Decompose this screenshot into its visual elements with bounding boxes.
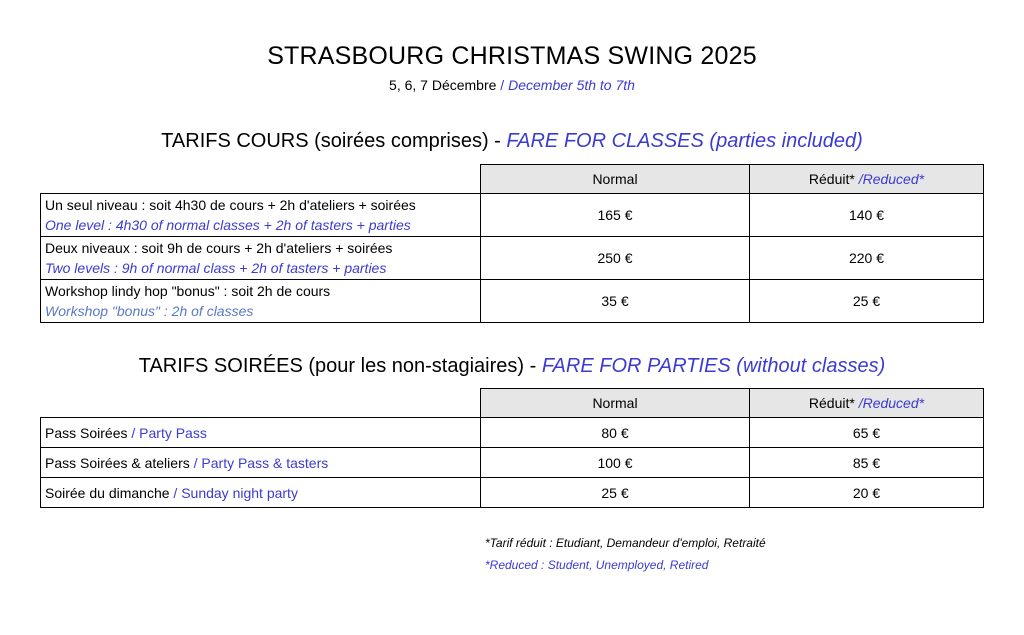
price-reduced: 25 € xyxy=(750,280,984,323)
empty-corner-cell xyxy=(41,389,481,418)
row-label xyxy=(41,237,481,280)
row-label-en: / Party Pass & tasters xyxy=(193,454,329,471)
row-label xyxy=(41,280,481,323)
row-label-en: / Sunday night party xyxy=(173,484,298,501)
row-label-fr: Pass Soirées xyxy=(45,424,132,441)
price-reduced: 85 € xyxy=(750,448,984,478)
price-reduced: 140 € xyxy=(750,194,984,237)
classes-title-en: FARE FOR CLASSES (parties included) xyxy=(506,130,863,152)
row-label xyxy=(41,418,481,448)
col-header-reduced-en: /Reduced* xyxy=(858,171,925,187)
parties-title-fr: TARIFS SOIRÉES (pour les non-stagiaires) - xyxy=(138,355,542,377)
classes-section-title xyxy=(0,130,1024,153)
table-row xyxy=(41,418,984,448)
table-header-row xyxy=(41,389,984,418)
price-reduced: 20 € xyxy=(750,478,984,508)
table-row xyxy=(41,448,984,478)
event-dates xyxy=(0,77,1024,93)
col-header-reduced-en: /Reduced* xyxy=(858,395,925,411)
price-normal: 35 € xyxy=(481,280,750,323)
price-normal: 165 € xyxy=(481,194,750,237)
table-header-row xyxy=(41,165,984,194)
col-header-reduced-fr: Réduit* xyxy=(808,395,859,411)
col-header-normal: Normal xyxy=(481,165,750,194)
table-row xyxy=(41,237,984,280)
row-label-en: One level : 4h30 of normal classes + 2h of tasters + parties xyxy=(45,217,411,233)
price-reduced: 65 € xyxy=(750,418,984,448)
table-row xyxy=(41,194,984,237)
row-label-fr: Pass Soirées & ateliers xyxy=(45,454,194,471)
empty-corner-cell xyxy=(41,165,481,194)
dates-en: December 5th to 7th xyxy=(508,77,635,93)
col-header-reduced xyxy=(750,389,984,418)
row-label-fr: Soirée du dimanche xyxy=(45,484,174,501)
price-normal: 80 € xyxy=(481,418,750,448)
price-normal: 250 € xyxy=(481,237,750,280)
dates-fr: 5, 6, 7 Décembre xyxy=(389,77,497,93)
table-row xyxy=(41,478,984,508)
row-label-fr: Deux niveaux : soit 9h de cours + 2h d'ateliers + soirées xyxy=(45,240,393,256)
row-label-fr: Un seul niveau : soit 4h30 de cours + 2h d'ateliers + soirées xyxy=(45,197,416,213)
table-row xyxy=(41,280,984,323)
col-header-normal: Normal xyxy=(481,389,750,418)
price-reduced: 220 € xyxy=(750,237,984,280)
row-label xyxy=(41,478,481,508)
row-label-en: Two levels : 9h of normal class + 2h of tasters + parties xyxy=(45,260,387,276)
row-label-fr: Workshop lindy hop "bonus" : soit 2h de cours xyxy=(45,283,331,299)
reduced-note-fr: *Tarif réduit : Etudiant, Demandeur d'emploi, Retraité xyxy=(485,536,766,550)
classes-title-fr: TARIFS COURS (soirées comprises) - xyxy=(161,130,507,152)
classes-fare-table xyxy=(40,164,984,323)
reduced-note-en: *Reduced : Student, Unemployed, Retired xyxy=(485,558,709,572)
price-normal: 100 € xyxy=(481,448,750,478)
col-header-reduced-fr: Réduit* xyxy=(808,171,859,187)
row-label xyxy=(41,448,481,478)
price-normal: 25 € xyxy=(481,478,750,508)
row-label xyxy=(41,194,481,237)
parties-section-title xyxy=(0,355,1024,378)
parties-title-en: FARE FOR PARTIES (without classes) xyxy=(541,355,886,377)
row-label-en: Workshop "bonus" : 2h of classes xyxy=(45,303,254,319)
row-label-en: / Party Pass xyxy=(131,424,207,441)
parties-fare-table xyxy=(40,388,984,508)
col-header-reduced xyxy=(750,165,984,194)
event-title: STRASBOURG CHRISTMAS SWING 2025 xyxy=(267,42,757,70)
dates-separator: / xyxy=(496,77,509,93)
